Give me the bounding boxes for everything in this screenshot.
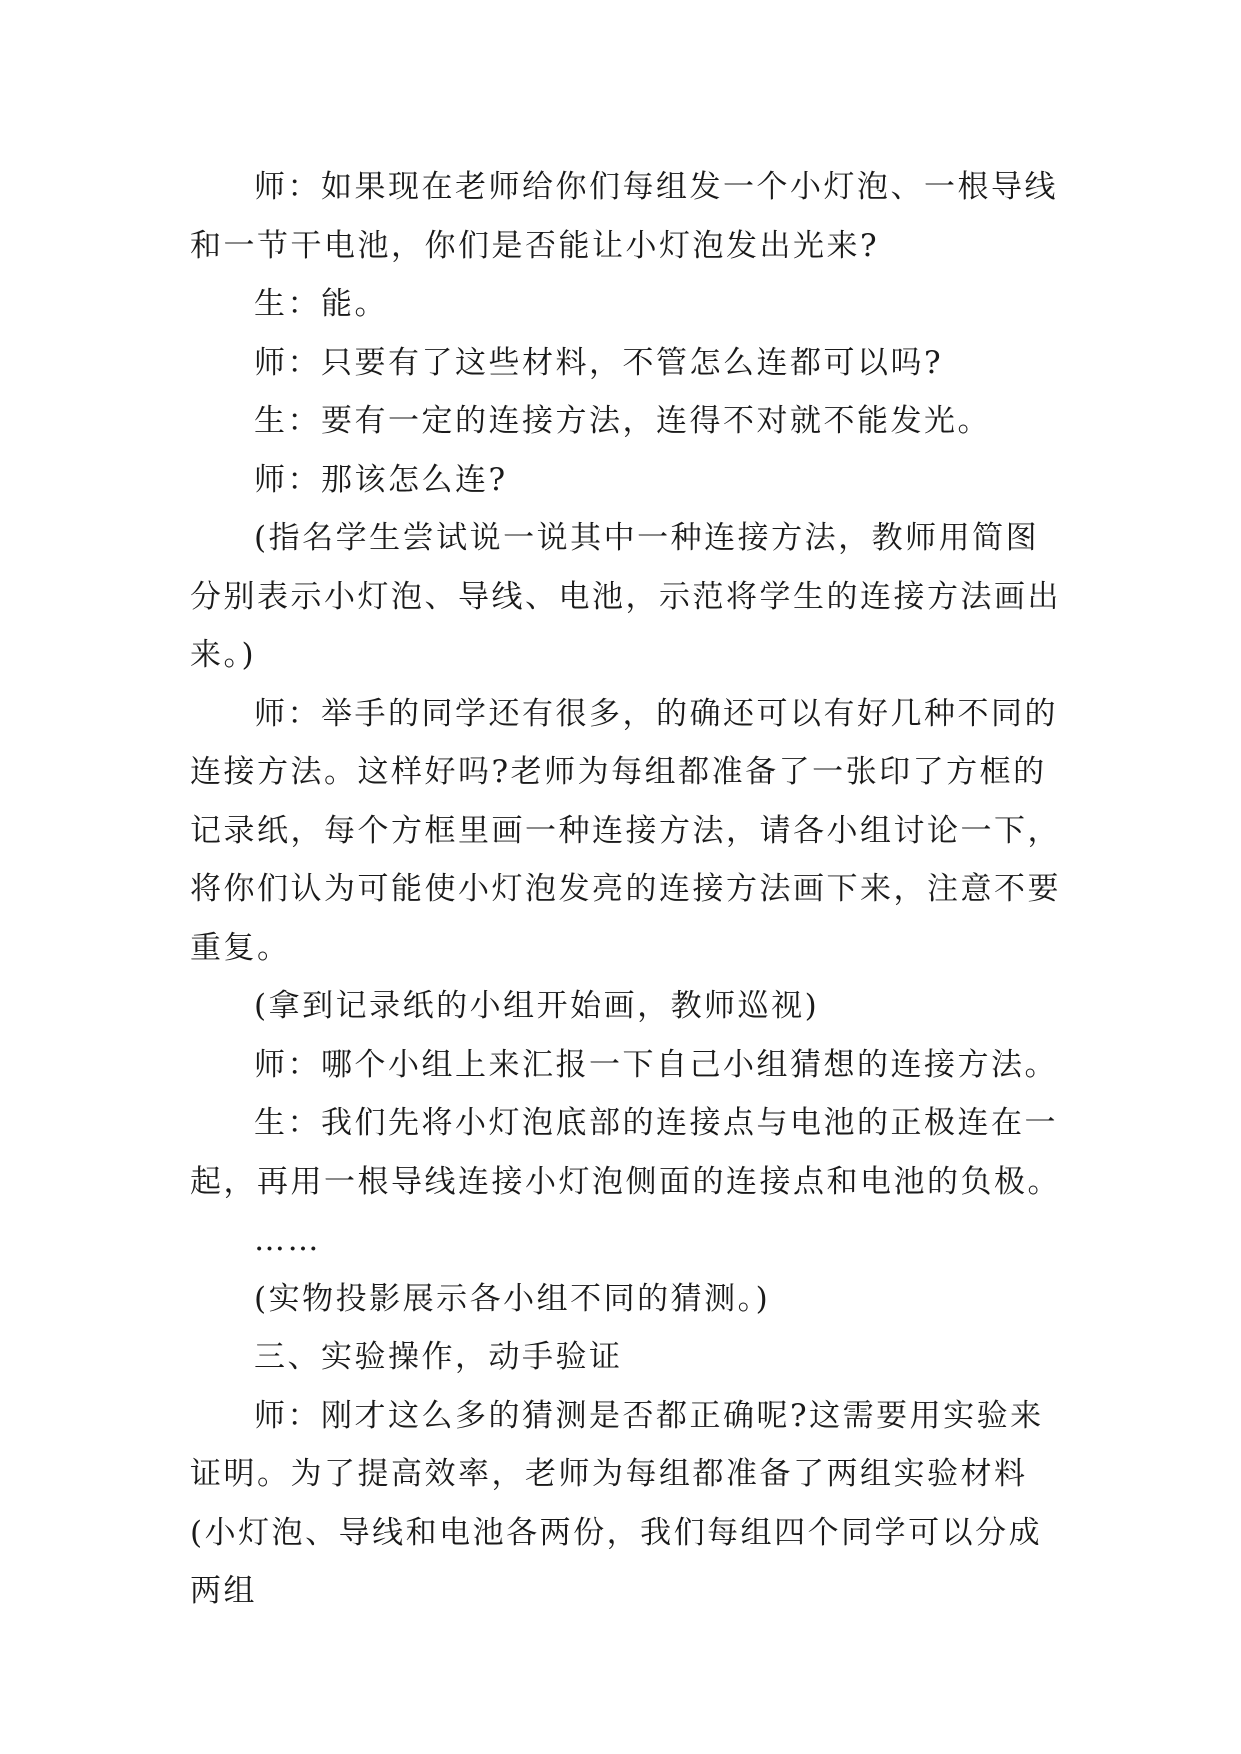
paragraph-teacher-report: 师：哪个小组上来汇报一下自己小组猜想的连接方法。 [254, 1046, 1058, 1083]
paragraph-teacher-record-sheet: 师：举手的同学还有很多，的确还可以有好几种不同的连接方法。这样好吗?老师为每组都准备了一张印了方框的记录纸，每个方框里画一种连接方法，请各小组讨论一下，将你们认为可能使小灯泡发亮的连接方法画下来，注意不要重复。 [190, 695, 1061, 966]
document-body [190, 158, 1070, 1621]
paragraph-teacher-any-connection: 师：只要有了这些材料，不管怎么连都可以吗? [254, 344, 944, 381]
paragraph-teacher-question-materials: 师：如果现在老师给你们每组发一个小灯泡、一根导线和一节干电池，你们是否能让小灯泡发出光来? [190, 169, 1058, 264]
paragraph-stage-direction-projection: (实物投影展示各小组不同的猜测。) [254, 1280, 771, 1317]
paragraph-teacher-experiment: 师：刚才这么多的猜测是否都正确呢?这需要用实验来证明。为了提高效率，老师为每组都准备了两组实验材料(小灯泡、导线和电池各两份，我们每组四个同学可以分成两组 [190, 1397, 1044, 1609]
paragraph-student-answer-yes: 生：能。 [254, 286, 388, 322]
paragraph-student-connection-method: 生：要有一定的连接方法，连得不对就不能发光。 [254, 403, 991, 439]
paragraph-stage-direction-sketch: (指名学生尝试说一说其中一种连接方法，教师用简图分别表示小灯泡、导线、电池，示范将学生的连接方法画出来。) [190, 520, 1061, 673]
paragraph-student-report: 生：我们先将小灯泡底部的连接点与电池的正极连在一起，再用一根导线连接小灯泡侧面的连接点和电池的负极。 [190, 1105, 1061, 1200]
paragraph-stage-direction-drawing: (拿到记录纸的小组开始画，教师巡视) [254, 988, 820, 1024]
paragraph-teacher-how-connect: 师：那该怎么连? [254, 461, 508, 498]
section-heading-experiment: 三、实验操作，动手验证 [254, 1339, 623, 1375]
paragraph-ellipsis: …… [254, 1222, 321, 1258]
